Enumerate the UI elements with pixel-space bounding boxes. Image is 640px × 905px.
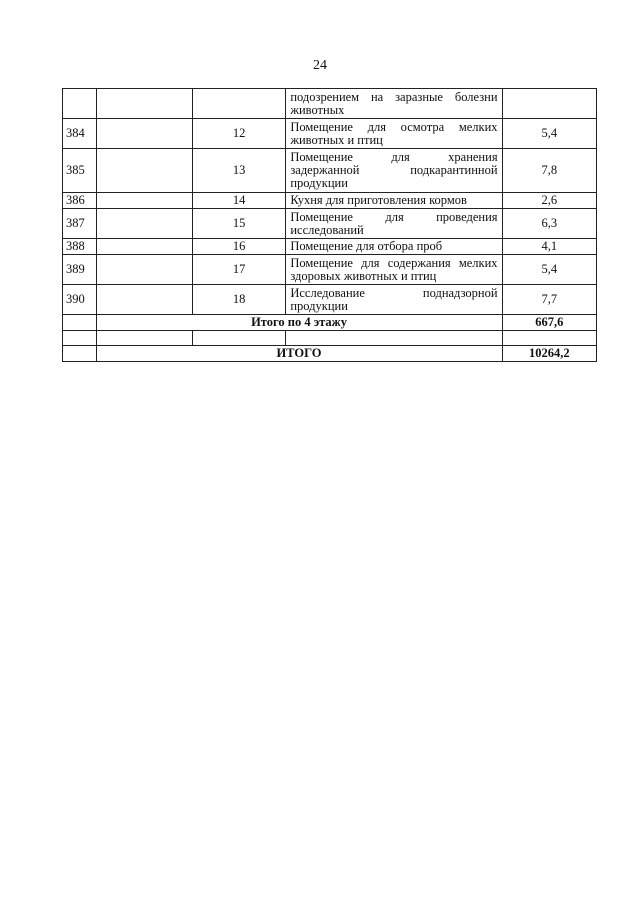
room-name-cell <box>286 285 502 315</box>
room-number-cell: 15 <box>192 209 285 239</box>
table-row <box>63 149 597 193</box>
empty-cell <box>96 193 192 209</box>
empty-cell <box>96 239 192 255</box>
empty-cell <box>63 331 97 346</box>
room-name-line: Помещение для отбора проб <box>290 239 443 253</box>
room-name-line: Помещение для содержания мелких <box>290 255 498 270</box>
floor-total-label: Итого по 4 этажу <box>96 315 502 331</box>
rooms-table <box>62 88 597 362</box>
room-number-cell: 18 <box>192 285 285 315</box>
room-name-cell <box>286 119 502 149</box>
grand-total-row <box>63 346 597 362</box>
room-name-line: животных <box>290 102 345 117</box>
room-name-line: животных и птиц <box>290 132 383 147</box>
empty-cell <box>286 331 502 346</box>
row-number-cell <box>63 89 97 119</box>
empty-cell <box>96 89 192 119</box>
table-row <box>63 89 597 119</box>
area-cell: 6,3 <box>502 209 596 239</box>
table-row <box>63 119 597 149</box>
room-name-line: продукции <box>290 298 348 313</box>
row-number-cell: 389 <box>63 255 97 285</box>
empty-cell <box>192 331 285 346</box>
room-number-cell: 12 <box>192 119 285 149</box>
grand-total-label: ИТОГО <box>96 346 502 362</box>
area-cell <box>502 89 596 119</box>
room-name-line: Исследование поднадзорной <box>290 285 498 300</box>
grand-total-value: 10264,2 <box>502 346 596 362</box>
empty-cell <box>96 255 192 285</box>
room-name-line: Помещение для проведения <box>290 209 498 224</box>
room-name-line: задержанной подкарантинной <box>290 163 498 177</box>
table-row <box>63 285 597 315</box>
room-name-cell <box>286 209 502 239</box>
table-row <box>63 209 597 239</box>
row-number-cell: 386 <box>63 193 97 209</box>
room-name-line: здоровых животных и птиц <box>290 268 437 283</box>
room-name-line: подозрением на заразные болезни <box>290 89 498 104</box>
empty-cell <box>63 346 97 362</box>
room-name-line: Помещение для осмотра мелких <box>290 119 498 134</box>
room-name-line: Кухня для приготовления кормов <box>290 193 467 207</box>
room-number-cell <box>192 89 285 119</box>
area-cell: 7,7 <box>502 285 596 315</box>
empty-cell <box>63 315 97 331</box>
area-cell: 2,6 <box>502 193 596 209</box>
room-number-cell: 17 <box>192 255 285 285</box>
room-name-cell <box>286 239 502 255</box>
empty-cell <box>96 119 192 149</box>
room-name-cell <box>286 255 502 285</box>
empty-cell <box>96 209 192 239</box>
table-row <box>63 255 597 285</box>
empty-cell <box>502 331 596 346</box>
row-number-cell: 385 <box>63 149 97 193</box>
room-name-line: продукции <box>290 176 348 190</box>
floor-total-value: 667,6 <box>502 315 596 331</box>
empty-cell <box>96 149 192 193</box>
row-number-cell: 388 <box>63 239 97 255</box>
spacer-row <box>63 331 597 346</box>
floor-total-row <box>63 315 597 331</box>
table-row <box>63 193 597 209</box>
area-cell: 5,4 <box>502 119 596 149</box>
room-name-cell <box>286 149 502 193</box>
room-number-cell: 13 <box>192 149 285 193</box>
room-name-cell <box>286 89 502 119</box>
area-cell: 4,1 <box>502 239 596 255</box>
page-number: 24 <box>313 58 327 73</box>
room-name-line: Помещение для хранения <box>290 150 498 164</box>
row-number-cell: 384 <box>63 119 97 149</box>
room-number-cell: 16 <box>192 239 285 255</box>
table-row <box>63 239 597 255</box>
room-number-cell: 14 <box>192 193 285 209</box>
room-name-cell <box>286 193 502 209</box>
empty-cell <box>96 331 192 346</box>
area-cell: 7,8 <box>502 149 596 193</box>
row-number-cell: 390 <box>63 285 97 315</box>
empty-cell <box>96 285 192 315</box>
room-name-line: исследований <box>290 222 364 237</box>
row-number-cell: 387 <box>63 209 97 239</box>
area-cell: 5,4 <box>502 255 596 285</box>
